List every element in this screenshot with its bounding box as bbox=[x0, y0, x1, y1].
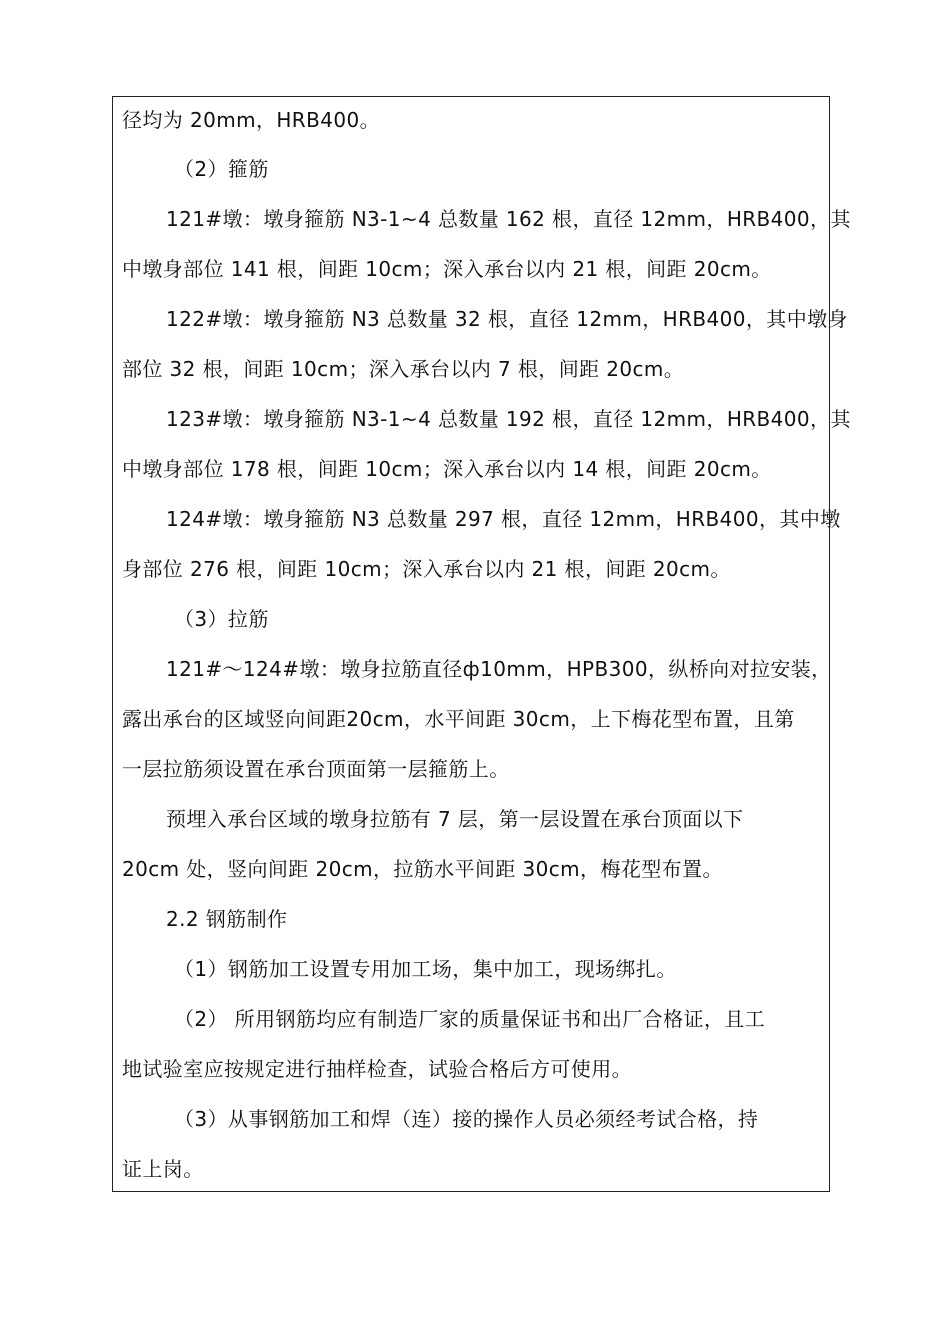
section-heading-2-2: 2.2 钢筋制作 bbox=[166, 907, 288, 931]
text-line-8: 中墩身部位 178 根，间距 10cm；深入承台以内 14 根，间距 20cm。 bbox=[122, 457, 772, 481]
text-line-9: 124#墩：墩身箍筋 N3 总数量 297 根，直径 12mm，HRB400，其中墩 bbox=[166, 507, 841, 531]
text-line-1: 径均为 20mm，HRB400。 bbox=[122, 108, 381, 132]
text-line-18: （1）钢筋加工设置专用加工场，集中加工，现场绑扎。 bbox=[174, 957, 677, 981]
text-line-20: 地试验室应按规定进行抽样检查，试验合格后方可使用。 bbox=[122, 1057, 632, 1081]
text-line-21: （3）从事钢筋加工和焊（连）接的操作人员必须经考试合格，持 bbox=[174, 1107, 759, 1131]
text-line-13: 露出承台的区域竖向间距20cm，水平间距 30cm，上下梅花型布置，且第 bbox=[122, 707, 795, 731]
text-line-12: 121#～124#墩：墩身拉筋直径ф10mm，HPB300，纵桥向对拉安装， bbox=[166, 657, 832, 681]
text-line-16: 20cm 处，竖向间距 20cm，拉筋水平间距 30cm，梅花型布置。 bbox=[122, 857, 723, 881]
text-line-10: 身部位 276 根，间距 10cm；深入承台以内 21 根，间距 20cm。 bbox=[122, 557, 731, 581]
text-line-3: 121#墩：墩身箍筋 N3-1~4 总数量 162 根，直径 12mm，HRB400，其 bbox=[166, 207, 851, 231]
heading-stirrups: （2）箍筋 bbox=[174, 157, 269, 181]
text-line-4: 中墩身部位 141 根，间距 10cm；深入承台以内 21 根，间距 20cm。 bbox=[122, 257, 772, 281]
text-line-14: 一层拉筋须设置在承台顶面第一层箍筋上。 bbox=[122, 757, 510, 781]
text-line-22: 证上岗。 bbox=[122, 1157, 204, 1181]
text-line-19: （2） 所用钢筋均应有制造厂家的质量保证书和出厂合格证，且工 bbox=[174, 1007, 766, 1031]
text-line-15: 预埋入承台区域的墩身拉筋有 7 层，第一层设置在承台顶面以下 bbox=[166, 807, 744, 831]
text-line-5: 122#墩：墩身箍筋 N3 总数量 32 根，直径 12mm，HRB400，其中墩身 bbox=[166, 307, 848, 331]
text-line-6: 部位 32 根，间距 10cm；深入承台以内 7 根，间距 20cm。 bbox=[122, 357, 685, 381]
heading-tie-bars: （3）拉筋 bbox=[174, 607, 269, 631]
text-line-7: 123#墩：墩身箍筋 N3-1~4 总数量 192 根，直径 12mm，HRB400，其 bbox=[166, 407, 851, 431]
